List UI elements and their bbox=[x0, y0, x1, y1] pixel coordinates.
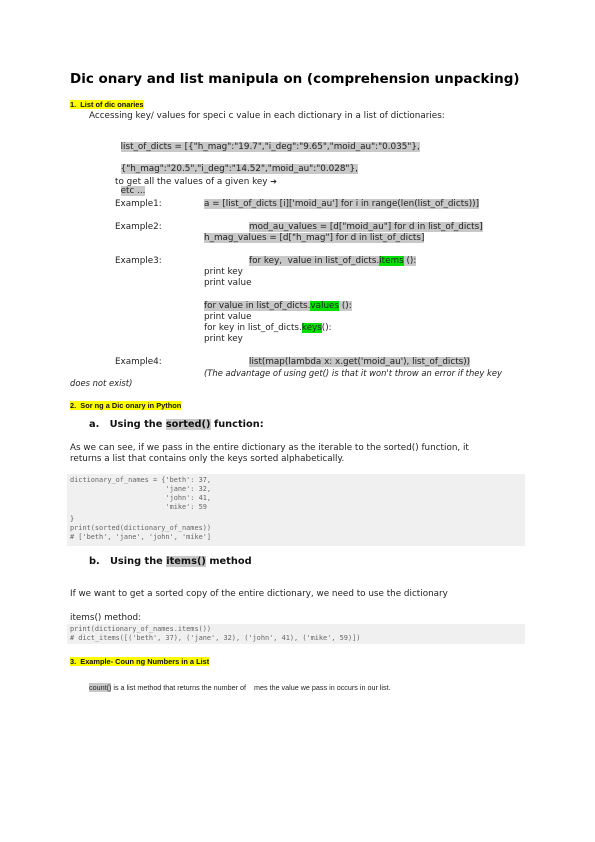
subheading-sorted-prefix: a. Using the bbox=[89, 419, 166, 430]
right-arrow-icon: ➔ bbox=[270, 177, 277, 186]
code-block-items bbox=[67, 624, 525, 644]
example2-label: Example2: bbox=[115, 222, 162, 232]
section-2-heading: 2. Sor ng a Dic onary in Python bbox=[70, 401, 182, 410]
subheading-sorted bbox=[89, 419, 264, 430]
list-line-2: {"h_mag":"20.5","i_deg":"14.52","moid_au":"0.028"}, bbox=[120, 164, 358, 174]
subheading-items-prefix: b. Using the bbox=[89, 556, 167, 567]
items-method-line: items() method: bbox=[70, 613, 142, 623]
code-block-sorted bbox=[67, 474, 525, 546]
subheading-items-suffix: method bbox=[205, 556, 252, 567]
code-line: # ['beth', 'jane', 'john', 'mike'] bbox=[70, 533, 212, 541]
count-highlight: count() bbox=[89, 683, 112, 692]
items-method-highlight: items() bbox=[166, 556, 206, 567]
example3-print-key: print key bbox=[204, 267, 243, 277]
list-of-dicts-code bbox=[115, 131, 420, 197]
items-highlight: items bbox=[379, 256, 404, 266]
example3-label: Example3: bbox=[115, 256, 162, 266]
sorted-para-line-2: returns a list that contains only the keys sorted alphabetically. bbox=[70, 454, 345, 464]
example2-line-1: mod_au_values = [d["moid_au"] for d in list_of_dicts] bbox=[249, 222, 483, 232]
code-line: print(sorted(dictionary_of_names)) bbox=[70, 524, 212, 532]
example3-keys-line bbox=[204, 323, 332, 333]
section-1-intro: Accessing key/ values for speci c value in each dictionary in a list of dictionaries: bbox=[89, 111, 445, 121]
example4-note-line-1: (The advantage of using get() is that it won't throw an error if they key bbox=[204, 368, 502, 378]
section-1-heading: 1. List of dic onaries bbox=[70, 100, 144, 109]
sorted-highlight: sorted() bbox=[165, 419, 211, 430]
example4-label: Example4: bbox=[115, 357, 162, 367]
example3-print-value: print value bbox=[204, 278, 252, 288]
count-text: is a list method that returns the number of mes the value we pass in occurs in our list. bbox=[111, 683, 391, 692]
keys-highlight: keys bbox=[301, 323, 322, 333]
section-3-heading: 3. Example- Coun ng Numbers in a List bbox=[70, 657, 210, 666]
example4-code: list(map(lambda x: x.get('moid_au'), list_of_dicts)) bbox=[249, 357, 471, 367]
subheading-items bbox=[89, 556, 252, 567]
example3-print-value-2: print value bbox=[204, 312, 252, 322]
example3-items-line bbox=[249, 256, 416, 266]
subheading-sorted-suffix: function: bbox=[210, 419, 264, 430]
code-line: 'jane': 32, bbox=[70, 485, 212, 493]
code-line: } bbox=[70, 515, 75, 523]
sorted-para-line-1: As we can see, if we pass in the entire dictionary as the iterable to the sorted() function, it bbox=[70, 443, 469, 453]
values-loop-suffix: (): bbox=[339, 301, 352, 311]
values-highlight: values bbox=[310, 301, 340, 311]
list-line-3: etc ... bbox=[120, 186, 146, 196]
items-loop-prefix: for key, value in list_of_dicts. bbox=[249, 256, 380, 266]
keys-loop-suffix: (): bbox=[321, 323, 332, 333]
code-line: print(dictionary_of_names.items()) bbox=[70, 625, 212, 633]
example3-print-key-2: print key bbox=[204, 334, 243, 344]
example1-code: a = [list_of_dicts [i]['moid_au'] for i in range(len(list_of_dicts))] bbox=[204, 199, 480, 209]
example3-values-line bbox=[204, 301, 352, 311]
example4-note-line-2: does not exist) bbox=[70, 378, 133, 388]
keys-loop-prefix: for key in list_of_dicts. bbox=[204, 323, 302, 333]
to-get-line bbox=[115, 177, 277, 187]
code-line: dictionary_of_names = {'beth': 37, bbox=[70, 476, 212, 484]
code-line: 'mike': 59 bbox=[70, 503, 207, 511]
items-loop-suffix: (): bbox=[403, 256, 417, 266]
to-get-text: to get all the values of a given key bbox=[115, 177, 268, 187]
code-line: 'john': 41, bbox=[70, 494, 212, 502]
count-description bbox=[89, 683, 391, 692]
page-title: Dic onary and list manipula on (comprehension unpacking) bbox=[70, 71, 520, 87]
values-loop-prefix: for value in list_of_dicts. bbox=[204, 301, 311, 311]
list-line-1: list_of_dicts = [{"h_mag":"19.7","i_deg":"9.65","moid_au":"0.035"}, bbox=[120, 142, 420, 152]
example1-label: Example1: bbox=[115, 199, 162, 209]
example2-line-2: h_mag_values = [d["h_mag"] for d in list_of_dicts] bbox=[204, 233, 425, 243]
code-line: # dict_items([('beth', 37), ('jane', 32), ('john', 41), ('mike', 59)]) bbox=[70, 634, 361, 642]
items-para: If we want to get a sorted copy of the entire dictionary, we need to use the dictionary bbox=[70, 589, 448, 599]
